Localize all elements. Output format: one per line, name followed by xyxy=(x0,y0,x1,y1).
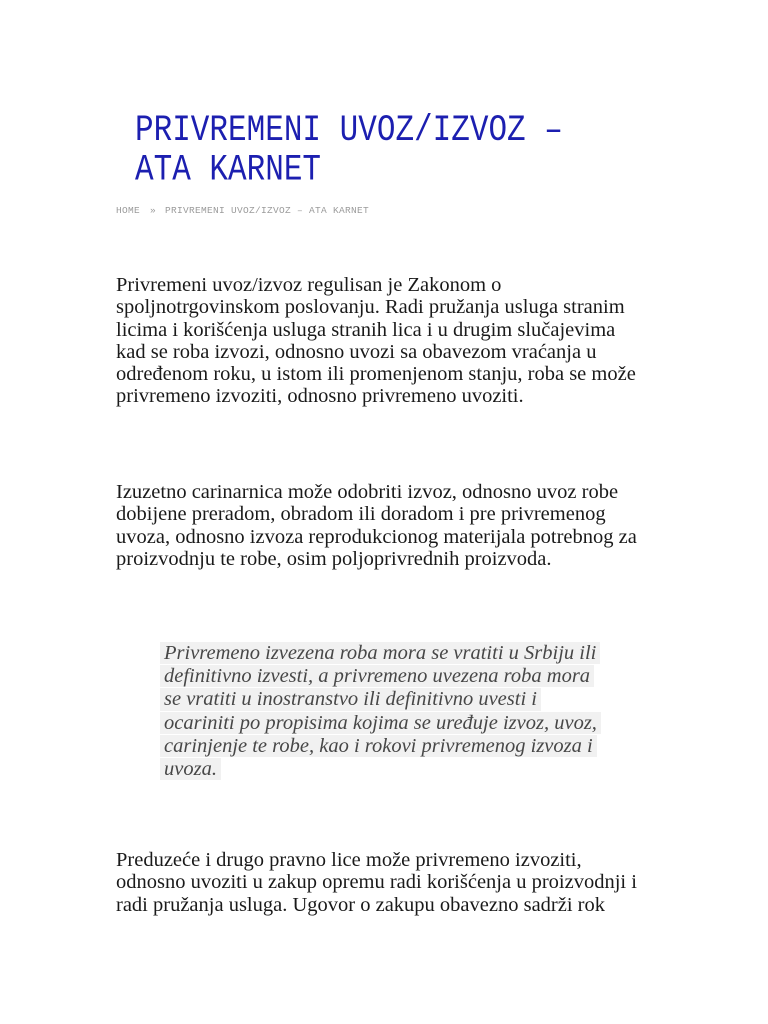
paragraph-1 xyxy=(116,274,636,408)
breadcrumb-home-link[interactable]: HOME xyxy=(116,205,141,216)
paragraph-line: spoljnotrgovinskom poslovanju. Radi pružanja usluga stranim xyxy=(116,296,625,319)
breadcrumb-current: PRIVREMENI UVOZ/IZVOZ – ATA KARNET xyxy=(165,205,370,216)
blockquote xyxy=(160,642,601,781)
paragraph-line: Preduzeće i drugo pravno lice može privremeno izvoziti, xyxy=(116,849,582,871)
paragraph-line: privremeno izvoziti, odnosno privremeno uvoziti. xyxy=(116,385,524,408)
blockquote-line: Privremeno izvezena roba mora se vratiti u Srbiju ili xyxy=(160,642,600,664)
blockquote-line: carinjenje te robe, kao i rokovi privremenog izvoza i xyxy=(160,735,597,757)
blockquote-line: uvoza. xyxy=(160,758,221,780)
paragraph-line: Privremeni uvoz/izvoz regulisan je Zakonom o xyxy=(116,274,502,296)
blockquote-line: definitivno izvesti, a privremeno uvezena roba mora xyxy=(160,665,594,687)
paragraph-3 xyxy=(116,849,637,916)
paragraph-line: licima i korišćenja usluga stranih lica i u drugim slučajevima xyxy=(116,318,616,341)
blockquote-line: ocariniti po propisima kojima se uređuje izvoz, uvoz, xyxy=(160,712,601,734)
paragraph-2 xyxy=(116,481,637,570)
breadcrumb xyxy=(116,204,369,217)
paragraph-line: radi pružanja usluga. Ugovor o zakupu obavezno sadrži rok xyxy=(116,893,605,916)
paragraph-line: određenom roku, u istom ili promenjenom stanju, roba se može xyxy=(116,363,636,386)
paragraph-line: odnosno uvoziti u zakup opremu radi korišćenja u proizvodnji i xyxy=(116,871,637,894)
paragraph-line: uvoza, odnosno izvoza reprodukcionog materijala potrebnog za xyxy=(116,525,637,548)
paragraph-line: dobijene preradom, obradom ili doradom i pre privremenog xyxy=(116,503,606,526)
blockquote-line: se vratiti u inostranstvo ili definitivno uvesti i xyxy=(160,688,541,710)
paragraph-line: Izuzetno carinarnica može odobriti izvoz, odnosno uvoz robe xyxy=(116,481,619,503)
breadcrumb-separator: » xyxy=(150,205,157,216)
page-title: PRIVREMENI UVOZ/IZVOZ – ATA KARNET xyxy=(135,109,563,192)
paragraph-line: kad se roba izvozi, odnosno uvozi sa obavezom vraćanja u xyxy=(116,340,597,363)
paragraph-line: proizvodnju te robe, osim poljoprivrednih proizvoda. xyxy=(116,547,552,570)
